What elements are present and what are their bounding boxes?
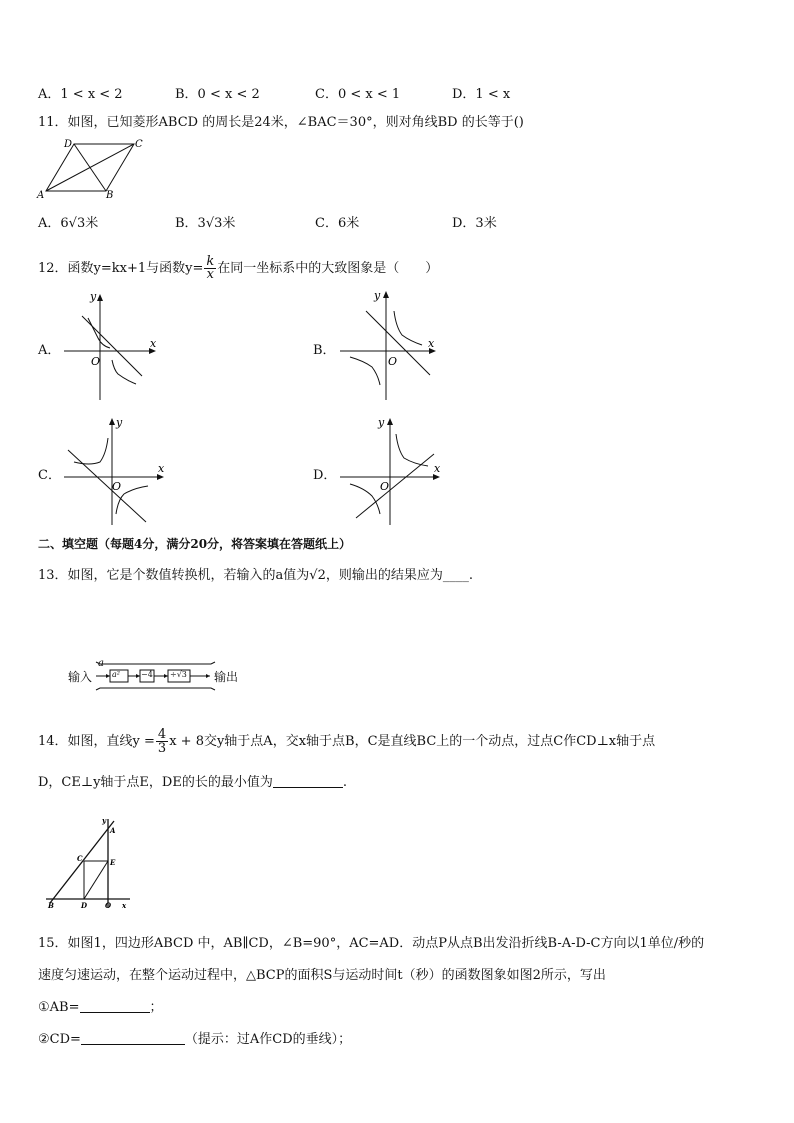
q14-label-y: y xyxy=(102,816,107,825)
q11-option-d: D．3米 xyxy=(452,216,497,231)
q12-graph-a xyxy=(60,288,170,403)
q14-line-2 xyxy=(38,774,347,792)
q12c-y-label: y xyxy=(116,416,123,429)
q12d-origin-label: O xyxy=(380,480,390,493)
q14-frac-num: 4 xyxy=(157,727,167,742)
q14-figure xyxy=(44,815,136,911)
q11-option-b: B．3√3米 xyxy=(175,216,236,231)
q12a-x-label: x xyxy=(150,337,157,350)
q15-ab-label: ①AB= xyxy=(38,1000,80,1015)
q14-label-x: x xyxy=(122,901,127,910)
q10-option-d: D．1 < x xyxy=(452,87,511,102)
q14-label-a: A xyxy=(110,826,116,835)
q14-fraction xyxy=(156,728,168,755)
q12c-x-label: x xyxy=(158,462,165,475)
q12-question-text xyxy=(38,256,438,281)
q12a-origin-label: O xyxy=(91,355,101,368)
q12-option-a-label: A． xyxy=(38,343,61,358)
q12-graph-c xyxy=(60,410,172,528)
q11-option-a: A．6√3米 xyxy=(38,216,99,231)
q14-text-a: 14．如图，直线y = xyxy=(38,734,155,749)
q12-frac-den: x xyxy=(206,267,214,282)
section-2-title: 二、填空题（每题4分，满分20分，将答案填在答题纸上） xyxy=(38,537,352,551)
q11-question-text: 11．如图，已知菱形ABCD 的周长是24米，∠BAC＝30°，则对角线BD 的长等于() xyxy=(38,115,524,130)
q12-option-c-label: C． xyxy=(38,468,61,483)
q12b-origin-label: O xyxy=(388,355,398,368)
q13-box-divide: ÷√3 xyxy=(170,670,187,679)
q14-label-c: C xyxy=(77,854,83,863)
q12-option-b-label: B． xyxy=(313,343,336,358)
q11-label-d: D xyxy=(64,139,73,150)
q12-text-suffix: 在同一坐标系中的大致图象是（ ） xyxy=(217,261,439,276)
q10-option-b: B．0 < x < 2 xyxy=(175,87,260,102)
q10-option-c: C．0 < x < 1 xyxy=(315,87,401,102)
q13-question-text: 13．如图，它是个数值转换机，若输入的a值为√2，则输出的结果应为____. xyxy=(38,568,473,583)
q14-label-d: D xyxy=(81,901,88,910)
q12-frac-num: k xyxy=(206,254,215,269)
q10-options xyxy=(38,83,758,101)
q12-option-d-label: D． xyxy=(313,468,337,483)
q14-answer-blank xyxy=(273,787,343,788)
q15-ab-blank xyxy=(80,1012,150,1013)
q12b-x-label: x xyxy=(428,337,435,350)
q14-label-b: B xyxy=(48,901,54,910)
q12-text-prefix: 12．函数y=kx+1与函数y= xyxy=(38,261,204,276)
q13-box-square: a² xyxy=(112,670,120,679)
q12d-x-label: x xyxy=(434,462,441,475)
q15-cd-label: ②CD= xyxy=(38,1032,81,1047)
q10-option-a: A．1 < x < 2 xyxy=(38,87,123,102)
q13-box-minus4: −4 xyxy=(141,670,153,679)
q11-label-c: C xyxy=(135,139,143,150)
q12d-y-label: y xyxy=(378,416,385,429)
q15-cd-hint: （提示：过A作CD的垂线）； xyxy=(184,1032,352,1047)
q13-input-var: a xyxy=(98,658,104,669)
q14-text-b: x + 8交y轴于点A，交x轴于点B，C是直线BC上的一个动点，过点C作CD⊥x轴于点 xyxy=(169,734,656,749)
q15-cd-line xyxy=(38,1031,351,1049)
q12b-y-label: y xyxy=(374,289,381,302)
q14-label-e: E xyxy=(110,858,116,867)
q11-options xyxy=(38,212,758,230)
q13-converter-figure xyxy=(66,656,256,696)
q12-graph-d xyxy=(336,410,448,528)
q12c-origin-label: O xyxy=(112,480,122,493)
q13-output-label: 输出 xyxy=(214,670,239,684)
q15-ab-end: ； xyxy=(149,1000,163,1015)
q11-label-a: A xyxy=(37,190,45,201)
q15-ab-line xyxy=(38,999,163,1017)
q14-line-1 xyxy=(38,728,655,755)
q12-fraction xyxy=(204,256,216,281)
q12a-y-label: y xyxy=(90,290,97,303)
q11-label-b: B xyxy=(106,190,114,201)
q11-option-c: C．6米 xyxy=(315,216,360,231)
q15-cd-blank xyxy=(81,1044,185,1045)
q15-line-2: 速度匀速运动，在整个运动过程中，△BCP的面积S与运动时间t（秒）的函数图象如图2所示，写出 xyxy=(38,968,606,983)
q13-input-label: 输入 xyxy=(68,670,93,684)
q12-graph-b xyxy=(336,285,448,403)
q14-line2-text: D，CE⊥y轴于点E，DE的长的最小值为 xyxy=(38,775,273,790)
q14-label-o: O xyxy=(105,901,112,910)
q14-line2-end: . xyxy=(342,775,347,790)
q11-rhombus-figure xyxy=(36,136,148,202)
q15-line-1: 15．如图1，四边形ABCD 中，AB∥CD，∠B=90°，AC=AD．动点P从点B出发沿折线B-A-D-C方向以1单位/秒的 xyxy=(38,936,705,951)
q14-frac-den: 3 xyxy=(157,741,167,756)
